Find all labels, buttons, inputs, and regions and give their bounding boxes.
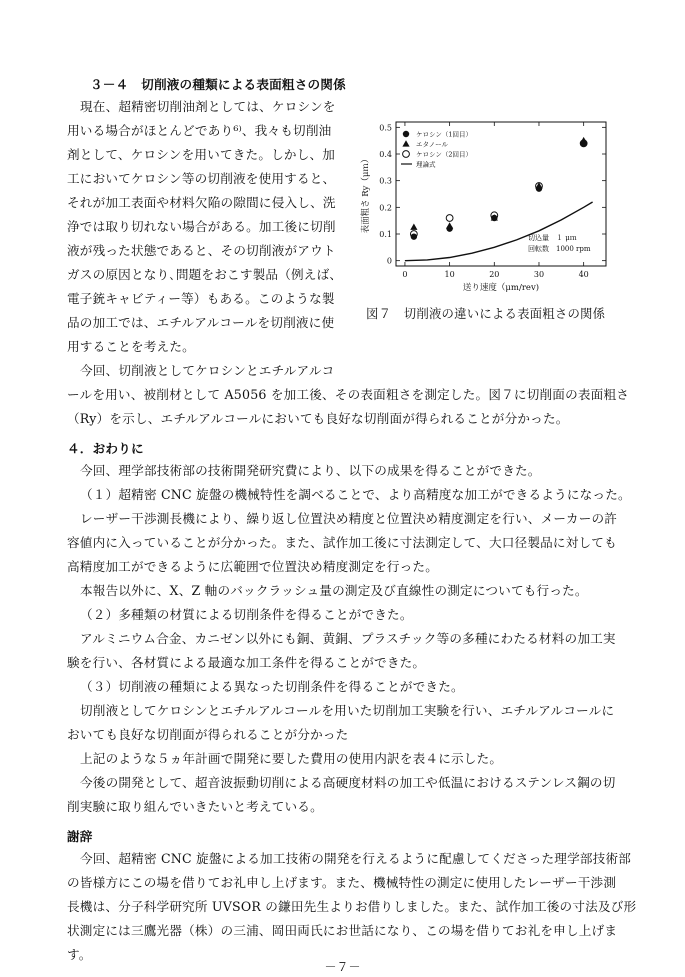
paragraph-line: 切削液としてケロシンとエチルアルコールを用いた切削加工実験を行い、エチルアルコールに: [80, 703, 615, 718]
x-tick-label: 10: [444, 270, 455, 279]
legend-marker: [403, 131, 409, 137]
paragraph-line: 今回、切削液としてケロシンとエチルアルコ: [80, 363, 335, 378]
section-4-heading: ４．おわりに: [67, 441, 144, 456]
x-tick-label: 0: [402, 270, 408, 279]
x-tick-label: 40: [578, 270, 589, 279]
data-point-series-2: [446, 215, 453, 222]
paragraph-line: 工においてケロシン等の切削液を使用すると、: [67, 171, 336, 186]
paragraph-line: （３）切削液の種類による異なった切削条件を得ることができた。: [80, 679, 464, 694]
paragraph-line: す。: [67, 947, 92, 962]
y-tick-label: 0.3: [379, 176, 392, 186]
paragraph-line: ガスの原因となり､問題をおこす製品（例えば、: [67, 267, 343, 282]
paragraph-line: ールを用い、被削材として A5056 を加工後、その表面粗さを測定した。図７に切削面の表面粗さ: [67, 387, 630, 402]
legend-label: ケロシン（2回目）: [416, 150, 472, 159]
paragraph-line: 験を行い、各材質による最適な加工条件を得ることができた。: [67, 655, 426, 670]
legend-label: エタノール: [416, 140, 448, 149]
y-tick-label: 0.2: [379, 203, 392, 213]
paragraph-line: 高精度加工ができるように広範囲で位置決め精度測定を行った。: [67, 559, 439, 574]
paragraph-line: 電子銃キャビティー等）もある。このような製: [67, 291, 335, 306]
data-point-series-1: [446, 222, 453, 228]
y-tick-label: 0.5: [379, 123, 392, 133]
paragraph-line: 液が残った状態であると、その切削液がアウト: [67, 243, 336, 258]
paragraph-line: （２）多種類の材質による切削条件を得ることができた。: [80, 607, 413, 622]
paragraph-line: （１）超精密 CNC 旋盤の機械特性を調べることで、より高精度な加工ができるようになった。: [80, 487, 631, 502]
data-point-series-1: [410, 224, 417, 230]
paragraph-line: 上記のような５ヵ年計画で開発に要した費用の使用内訳を表４に示した。: [80, 751, 503, 766]
paragraph-line: レーザー干渉測長機により、繰り返し位置決め精度と位置決め精度測定を行い、メーカーの許: [80, 511, 618, 526]
legend-label: ケロシン（1回目）: [416, 130, 472, 139]
figure-7-chart: [356, 108, 612, 300]
paragraph-line: 現在、超精密切削油剤としては、ケロシンを: [80, 99, 336, 114]
paragraph-line: 剤として、ケロシンを用いてきた。しかし、加: [67, 147, 336, 162]
page-number: －７－: [324, 960, 361, 974]
figure-7-caption: 図７ 切削液の違いによる表面粗さの関係: [366, 306, 606, 321]
chart-note-rpm: 回転数 1000 rpm: [528, 245, 591, 253]
x-axis-label: 送り速度（μm/rev): [462, 283, 540, 293]
x-tick-label: 30: [533, 270, 545, 279]
paragraph-line: アルミニウム合金、カニゼン以外にも銅、黄銅、プラスチック等の多種にわたる材料の加工実: [80, 631, 616, 646]
paragraph-line: それが加工表面や材料欠陥の隙間に侵入し、洗: [67, 195, 336, 210]
paragraph-line: 今回、超精密 CNC 旋盤による加工技術の開発を行えるように配慮してくださった理学部技術部: [80, 851, 632, 866]
paragraph-line: 長機は、分子科学研究所 UVSOR の鎌田先生よりお借りしました。また、試作加工後の寸法及び形: [67, 899, 637, 914]
x-tick-label: 20: [489, 270, 500, 279]
acknowledgments-heading: 謝辞: [67, 829, 93, 844]
paragraph-line: 容値内に入っていることが分かった。また、試作加工後に寸法測定して、大口径製品に対しても: [67, 535, 617, 550]
legend-marker: [402, 140, 409, 146]
paragraph-line: 削実験に取り組んでいきたいと考えている。: [67, 799, 323, 814]
paragraph-line: おいても良好な切削面が得られることが分かった: [67, 727, 349, 742]
paragraph-line: 今後の開発として、超音波振動切削による高硬度材料の加工や低温におけるステンレス鋼の切: [80, 775, 616, 790]
paragraph-line: 本報告以外に、X、Z 軸のバックラッシュ量の測定及び直線性の測定についても行った。: [80, 583, 588, 598]
paragraph-line: 状測定には三鷹光器（株）の三浦、岡田両氏にお世話になり、この場を借りてお礼を申し上げま: [67, 923, 618, 938]
y-tick-label: 0.1: [379, 230, 392, 239]
chart-note-cut-depth: 切込量 １ μｍ: [528, 234, 577, 242]
legend-marker: [403, 151, 410, 158]
paragraph-line: 品の加工では、エチルアルコールを切削液に使: [67, 315, 335, 330]
paragraph-line: 今回、理学部技術部の技術開発研究費により、以下の成果を得ることができた。: [80, 463, 541, 478]
legend-label: 理論式: [416, 160, 436, 169]
paragraph-line: 浄では取り切れない場合がある。加工後に切削: [67, 219, 336, 234]
y-tick-label: 0.4: [379, 150, 392, 159]
paragraph-line: 用することを考えた。: [67, 339, 195, 354]
paragraph-line: （Ry）を示し、エチルアルコールにおいても良好な切削面が得られることが分かった。: [67, 411, 569, 426]
y-axis-label: 表面粗さ Ry（μｍ）: [361, 154, 371, 234]
paragraph-line: の皆様方にこの場を借りてお礼申し上げます。また、機械特性の測定に使用したレーザー干渉測: [67, 875, 617, 890]
section-3-4-heading: ３－４ 切削液の種類による表面粗さの関係: [90, 77, 346, 92]
paragraph-line: 用いる場合がほとんどであり⁶⁾、我々も切削油: [67, 123, 332, 138]
y-tick-label: 0: [386, 256, 392, 266]
